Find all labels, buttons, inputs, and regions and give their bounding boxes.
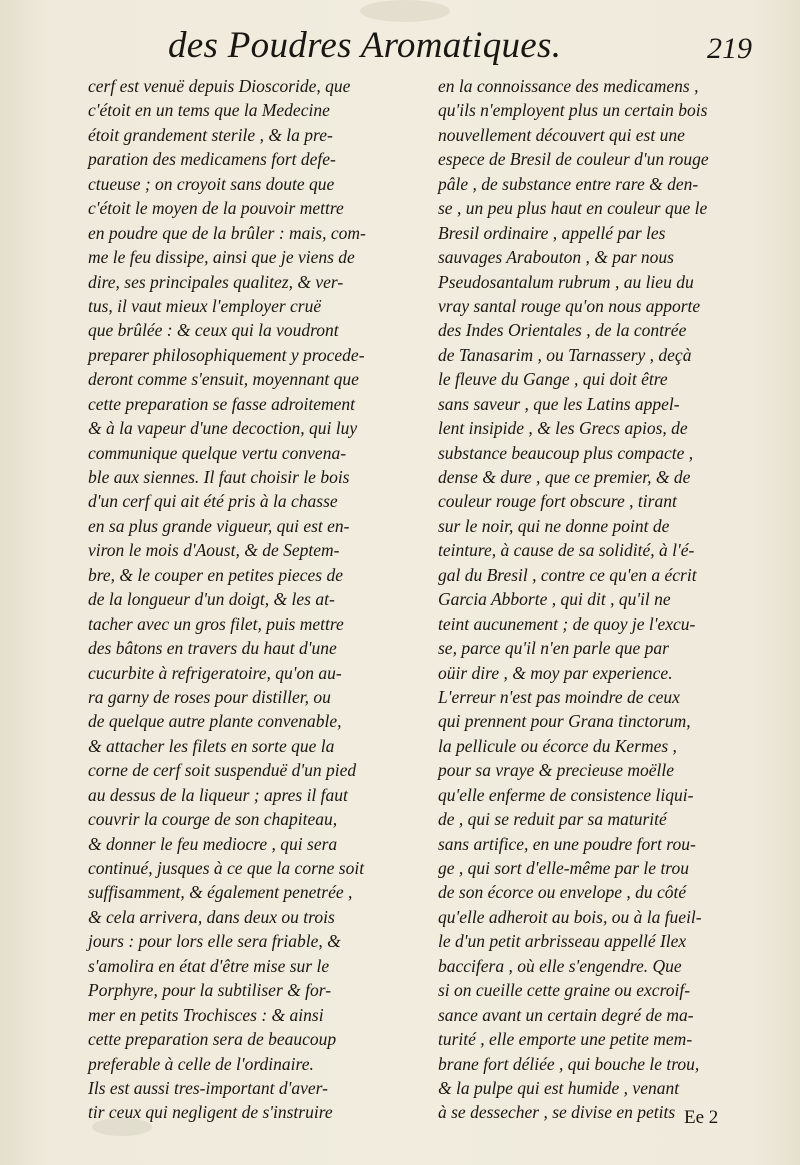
text-line: des Indes Orientales , de la contrée bbox=[438, 320, 687, 341]
text-line: sur le noir, qui ne donne point de bbox=[438, 515, 670, 536]
text-line: se, parce qu'il n'en parle que par bbox=[438, 638, 669, 659]
text-line: dense & dure , que ce premier, & de bbox=[438, 467, 691, 487]
text-line: d'un cerf qui ait été pris à la chasse bbox=[88, 491, 338, 512]
text-line: tus, il vaut mieux l'employer cruë bbox=[88, 295, 322, 316]
page-number: 219 bbox=[707, 32, 752, 65]
text-line: qui prennent pour Grana tinctorum, bbox=[438, 711, 691, 732]
text-line: cette preparation se fasse adroitement bbox=[88, 393, 355, 414]
text-line: cette preparation sera de beaucoup bbox=[88, 1029, 337, 1050]
text-line: se , un peu plus haut en couleur que le bbox=[438, 198, 708, 219]
text-line: sauvages Arabouton , & par nous bbox=[438, 247, 674, 268]
text-line: teinture, à cause de sa solidité, à l'é- bbox=[438, 540, 695, 561]
text-line: & cela arrivera, dans deux ou trois bbox=[88, 906, 335, 927]
text-line: oüir dire , & moy par experience. bbox=[438, 662, 673, 683]
text-line: tacher avec un gros filet, puis mettre bbox=[88, 613, 344, 634]
text-line: de son écorce ou envelope , du côté bbox=[438, 882, 687, 903]
text-line: substance beaucoup plus compacte , bbox=[438, 442, 694, 463]
text-line: couleur rouge fort obscure , tirant bbox=[438, 491, 677, 512]
text-line: en poudre que de la brûler : mais, com- bbox=[88, 222, 366, 243]
text-line: suffisamment, & également penetrée , bbox=[88, 882, 353, 903]
text-line: & attacher les filets en sorte que la bbox=[88, 735, 335, 756]
text-line: ctueuse ; on croyoit sans doute que bbox=[88, 173, 335, 194]
text-line: baccifera , où elle s'engendre. Que bbox=[438, 955, 682, 976]
text-line: qu'ils n'employent plus un certain bois bbox=[438, 100, 708, 121]
text-line: bre, & le couper en petites pieces de bbox=[88, 564, 343, 585]
text-line: deront comme s'ensuit, moyennant que bbox=[88, 369, 359, 390]
text-line: Ils est aussi tres-important d'aver- bbox=[88, 1077, 328, 1098]
text-line: en sa plus grande vigueur, qui est en- bbox=[88, 515, 350, 536]
text-line: au dessus de la liqueur ; apres il faut bbox=[88, 784, 348, 805]
text-line: Porphyre, pour la subtiliser & for- bbox=[88, 980, 332, 1001]
text-line: sance avant un certain degré de ma- bbox=[438, 1004, 694, 1025]
text-line: espece de Bresil de couleur d'un rouge bbox=[438, 149, 709, 170]
text-line: en la connoissance des medicamens , bbox=[438, 76, 699, 96]
text-line: de Tanasarim , ou Tarnassery , deçà bbox=[438, 344, 692, 365]
text-line: couvrir la courge de son chapiteau, bbox=[88, 809, 338, 830]
text-line: cucurbite à refrigeratoire, qu'on au- bbox=[88, 662, 342, 683]
text-line: de quelque autre plante convenable, bbox=[88, 711, 342, 732]
text-line: la pellicule ou écorce du Kermes , bbox=[438, 735, 677, 756]
text-line: c'étoit en un tems que la Medecine bbox=[88, 100, 330, 121]
text-line: ra garny de roses pour distiller, ou bbox=[88, 686, 331, 707]
text-line: me le feu dissipe, ainsi que je viens de bbox=[88, 247, 355, 268]
text-line: sans saveur , que les Latins appel- bbox=[438, 393, 680, 414]
text-line: teint aucunement ; de quoy je l'excu- bbox=[438, 613, 696, 634]
text-line: le d'un petit arbrisseau appellé Ilex bbox=[438, 931, 687, 952]
text-line: jours : pour lors elle sera friable, & bbox=[88, 931, 341, 952]
text-line: pâle , de substance entre rare & den- bbox=[438, 173, 699, 194]
signature-mark: Ee 2 bbox=[684, 1107, 719, 1128]
text-line: de , qui se reduit par sa maturité bbox=[438, 809, 667, 830]
text-line: à se dessecher , se divise en petits bbox=[438, 1102, 676, 1123]
text-line: c'étoit le moyen de la pouvoir mettre bbox=[88, 198, 344, 219]
text-line: vray santal rouge qu'on nous apporte bbox=[438, 295, 701, 316]
page-header bbox=[0, 22, 800, 74]
text-line: & à la vapeur d'une decoction, qui luy bbox=[88, 418, 358, 439]
text-line: le fleuve du Gange , qui doit être bbox=[438, 369, 668, 390]
right-column bbox=[438, 74, 754, 1125]
text-line: dire, ses principales qualitez, & ver- bbox=[88, 271, 344, 292]
text-line: turité , elle emporte une petite mem- bbox=[438, 1029, 693, 1050]
text-line: s'amolira en état d'être mise sur le bbox=[88, 955, 330, 976]
running-title: des Poudres Aromatiques. bbox=[168, 25, 562, 66]
text-line: Garcia Abborte , qui dit , qu'il ne bbox=[438, 589, 671, 610]
text-line: preferable à celle de l'ordinaire. bbox=[88, 1053, 314, 1074]
text-line: & donner le feu mediocre , qui sera bbox=[88, 833, 338, 854]
text-line: preparer philosophiquement y procede- bbox=[88, 344, 365, 365]
text-line: continué, jusques à ce que la corne soit bbox=[88, 858, 365, 878]
paper-stain bbox=[360, 0, 450, 22]
text-line: & la pulpe qui est humide , venant bbox=[438, 1077, 680, 1098]
text-line: qu'elle adheroit au bois, ou à la fueil- bbox=[438, 906, 702, 927]
text-line: des bâtons en travers du haut d'une bbox=[88, 638, 337, 659]
left-column bbox=[88, 74, 406, 1125]
text-line: sans artifice, en une poudre fort rou- bbox=[438, 833, 696, 854]
text-line: communique quelque vertu convena- bbox=[88, 442, 347, 463]
text-line: L'erreur n'est pas moindre de ceux bbox=[438, 686, 680, 707]
text-line: nouvellement découvert qui est une bbox=[438, 124, 685, 145]
text-line: si on cueille cette graine ou excroif- bbox=[438, 980, 691, 1001]
text-line: qu'elle enferme de consistence liqui- bbox=[438, 784, 694, 805]
text-line: Bresil ordinaire , appellé par les bbox=[438, 222, 666, 243]
text-line: gal du Bresil , contre ce qu'en a écrit bbox=[438, 564, 697, 585]
text-line: de la longueur d'un doigt, & les at- bbox=[88, 589, 335, 610]
text-line: ble aux siennes. Il faut choisir le bois bbox=[88, 467, 350, 487]
text-line: tir ceux qui negligent de s'instruire bbox=[88, 1102, 333, 1123]
text-line: paration des medicamens fort defe- bbox=[88, 149, 336, 170]
text-line: corne de cerf soit suspenduë d'un pied bbox=[88, 760, 357, 781]
text-line: Pseudosantalum rubrum , au lieu du bbox=[438, 271, 694, 292]
text-line: mer en petits Trochisces : & ainsi bbox=[88, 1004, 324, 1025]
text-line: cerf est venuë depuis Dioscoride, que bbox=[88, 76, 351, 96]
text-line: étoit grandement sterile , & la pre- bbox=[88, 124, 333, 145]
text-line: lent insipide , & les Grecs apios, de bbox=[438, 418, 688, 439]
text-line: que brûlée : & ceux qui la voudront bbox=[88, 320, 339, 341]
text-line: viron le mois d'Aoust, & de Septem- bbox=[88, 540, 340, 561]
text-line: brane fort déliée , qui bouche le trou, bbox=[438, 1053, 700, 1074]
text-line: ge , qui sort d'elle-même par le trou bbox=[438, 858, 689, 878]
text-line: pour sa vraye & precieuse moëlle bbox=[438, 760, 675, 781]
